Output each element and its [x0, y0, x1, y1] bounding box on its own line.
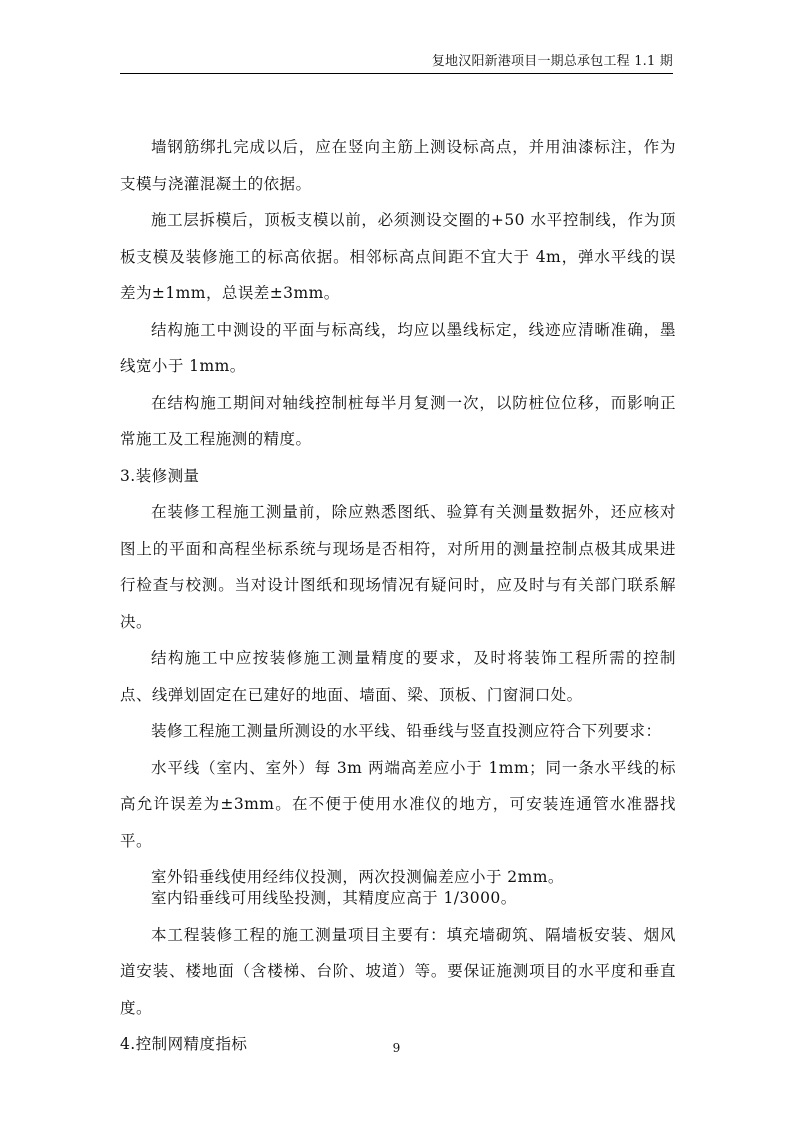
header-rule [120, 73, 673, 74]
paragraph-wall-rebar-marks: 墙钢筋绑扎完成以后，应在竖向主筋上测设标高点，并用油漆标注，作为支模与浇灌混凝土的依据。 [120, 138, 676, 193]
paragraph-survey-items: 本工程装修工程的施工测量项目主要有：填充墙砌筑、隔墙板安装、烟风道安装、楼地面（含楼梯、台阶、坡道）等。要保证施测项目的水平度和垂直度。 [120, 925, 676, 1017]
paragraph-control-points: 结构施工中应按装修施工测量精度的要求，及时将装饰工程所需的控制点、线弹划固定在已建好的地面、墙面、梁、顶板、门窗洞口处。 [120, 649, 676, 704]
running-header: 复地汉阳新港项目一期总承包工程 1.1 期 [431, 54, 673, 69]
section-heading-control-network-accuracy: 4.控制网精度指标 [120, 1035, 248, 1053]
body-text-lower [120, 880, 676, 1063]
paragraph-level-control-line: 施工层拆模后，顶板支模以前，必须测设交圈的+50 水平控制线，作为顶板支模及装修施工的标高依据。相邻标高点间距不宜大于 4m，弹水平线的误差为±1mm，总误差±3mm。 [120, 211, 676, 302]
paragraph-outdoor-plumb-line: 室外铅垂线使用经纬仪投测，两次投测偏差应小于 2mm。 [151, 868, 564, 886]
paragraph-horizontal-line: 水平线（室内、室外）每 3m 两端高差应小于 1mm；同一条水平线的标高允许误差为±3mm。在不便于使用水准仪的地方，可安装连通管水准器找平。 [120, 758, 676, 850]
paragraph-requirements-intro: 装修工程施工测量所测设的水平线、铅垂线与竖直投测应符合下列要求： [151, 722, 662, 740]
paragraph-pre-survey-checks: 在装修工程施工测量前，除应熟悉图纸、验算有关测量数据外，还应核对图上的平面和高程坐标系统与现场是否相符，对所用的测量控制点极其成果进行检查与校测。当对设计图纸和现场情况有疑问时，应及时与有关部门联系解决。 [120, 503, 676, 631]
section-heading-finishing-survey: 3.装修测量 [120, 466, 200, 485]
paragraph-indoor-plumb-line: 室内铅垂线可用线坠投测，其精度应高于 1/3000。 [151, 889, 517, 907]
paragraph-ink-lines: 结构施工中测设的平面与标高线，均应以墨线标定，线迹应清晰准确，墨线宽小于 1mm。 [120, 320, 676, 375]
paragraph-axis-recheck: 在结构施工期间对轴线控制桩每半月复测一次，以防桩位位移，而影响正常施工及工程施测的精度。 [120, 393, 676, 448]
page-number: 9 [392, 1041, 401, 1055]
body-text-upper [120, 129, 676, 896]
